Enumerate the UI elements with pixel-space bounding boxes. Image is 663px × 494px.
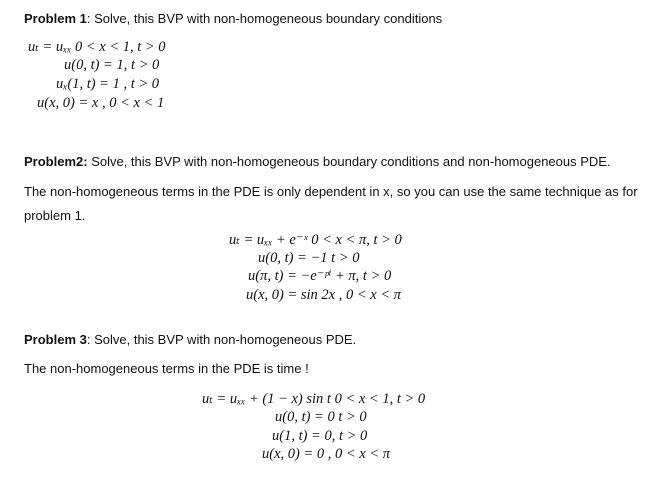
problem-3-heading (24, 331, 356, 348)
problem-1-prompt: : Solve, this BVP with non-homogeneous boundary conditions (86, 11, 443, 26)
problem-1-equation-4: u(x, 0) = x , 0 < x < 1 (37, 95, 165, 111)
problem-2-note: The non-homogeneous terms in the PDE is only dependent in x, so you can use the same technique as for problem 1. (24, 184, 638, 223)
problem-2-label: Problem2: (24, 154, 88, 169)
problem-1-equation-2: u(0, t) = 1, t > 0 (64, 57, 160, 73)
problem-1-equation-3: uₓ(1, t) = 1 , t > 0 (56, 76, 160, 92)
problem-1-equation-1: uₜ = uₓₓ 0 < x < 1, t > 0 (28, 39, 166, 55)
problem-2-equation-4: u(x, 0) = sin 2x , 0 < x < π (246, 287, 402, 303)
problem-2-prompt: Solve, this BVP with non-homogeneous boundary conditions and non-homogeneous PDE. (87, 154, 611, 169)
problem-3-note: The non-homogeneous terms in the PDE is time ! (24, 361, 309, 376)
problem-1-label: Problem 1 (24, 11, 87, 26)
problem-2-equation-3: u(π, t) = −e⁻ᵖⁱ + π, t > 0 (248, 268, 392, 284)
problem-2-heading (24, 153, 611, 170)
problem-3-prompt: : Solve, this BVP with non-homogeneous PDE. (86, 332, 357, 347)
problem-3-equation-4: u(x, 0) = 0 , 0 < x < π (262, 446, 391, 462)
problem-3-equation-2: u(0, t) = 0 t > 0 (275, 409, 367, 425)
problem-3-equation-3: u(1, t) = 0, t > 0 (272, 428, 368, 444)
problem-3-label: Problem 3 (24, 332, 87, 347)
problem-2-equation-1: uₜ = uₓₓ + e⁻ˣ 0 < x < π, t > 0 (229, 232, 402, 248)
problem-3-equation-1: uₜ = uₓₓ + (1 − x) sin t 0 < x < 1, t > 0 (202, 391, 426, 407)
problem-2-equation-2: u(0, t) = −1 t > 0 (258, 250, 360, 266)
problem-1-heading (24, 10, 442, 27)
